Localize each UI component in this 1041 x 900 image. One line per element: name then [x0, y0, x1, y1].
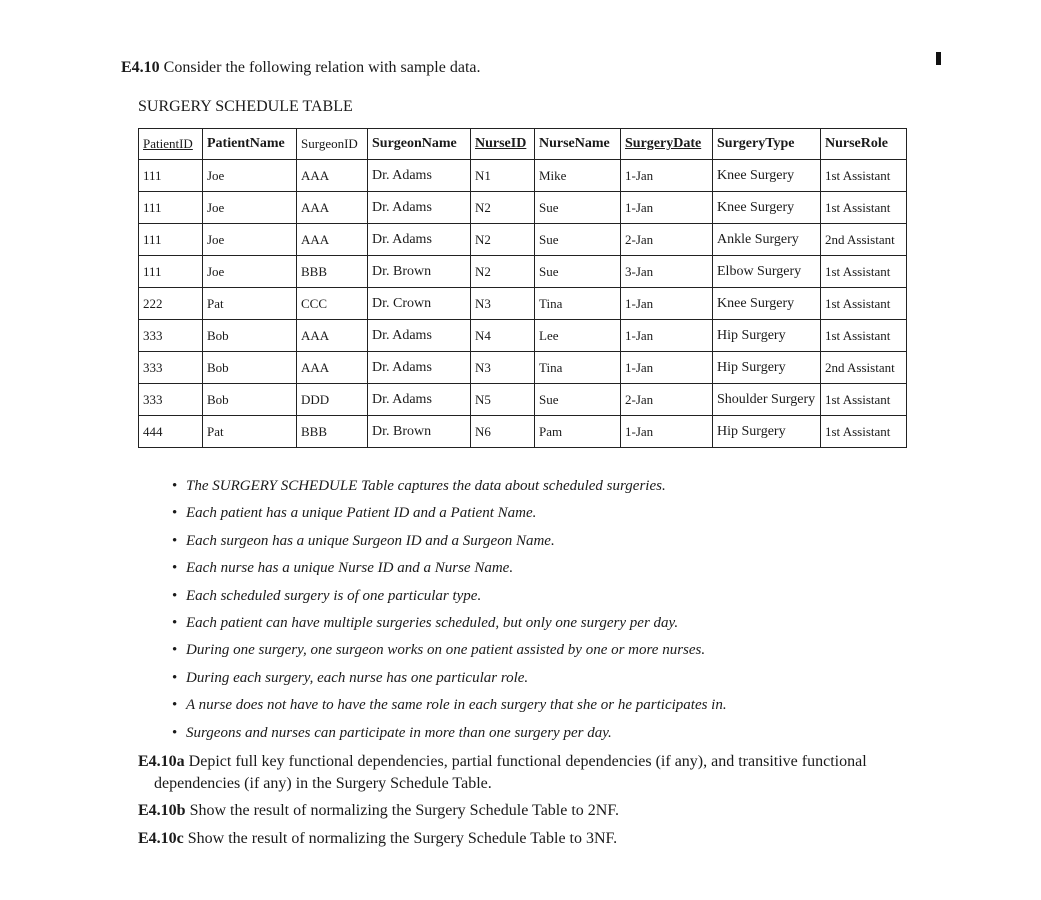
cell-patient-id: 111 [139, 256, 203, 288]
exercise-text: Consider the following relation with sample data. [163, 59, 481, 76]
cell-patient-name: Pat [203, 288, 297, 320]
cell-surgery-date: 1-Jan [621, 352, 713, 384]
header-nurse-role: NurseRole [821, 129, 907, 160]
surgery-schedule-table [138, 128, 907, 448]
cell-surgeon-name: Dr. Adams [368, 320, 471, 352]
cell-patient-id: 111 [139, 224, 203, 256]
table-header-row [139, 129, 907, 160]
list-item: • Surgeons and nurses can participate in more than one surgery per day. [172, 721, 727, 748]
cell-patient-name: Joe [203, 192, 297, 224]
cell-patient-name: Bob [203, 384, 297, 416]
cell-surgeon-name: Dr. Adams [368, 160, 471, 192]
cell-nurse-role: 1st Assistant [821, 256, 907, 288]
table-row [139, 160, 907, 192]
bullet-icon: • [172, 614, 178, 631]
cell-surgeon-id: AAA [297, 192, 368, 224]
header-nurse-name: NurseName [535, 129, 621, 160]
cell-surgeon-name: Dr. Brown [368, 416, 471, 448]
header-patient-name: PatientName [203, 129, 297, 160]
question-4-10b [138, 800, 619, 822]
requirements-list [172, 474, 727, 748]
cell-surgery-type: Hip Surgery [713, 352, 821, 384]
cell-nurse-id: N5 [471, 384, 535, 416]
header-patient-id: PatientID [139, 129, 203, 160]
list-item: • Each patient can have multiple surgeries scheduled, but only one surgery per day. [172, 611, 727, 638]
exercise-heading [121, 58, 481, 78]
cell-surgeon-name: Dr. Adams [368, 192, 471, 224]
cell-surgery-type: Ankle Surgery [713, 224, 821, 256]
bullet-icon: • [172, 505, 178, 522]
cell-nurse-id: N2 [471, 192, 535, 224]
cell-nurse-name: Sue [535, 256, 621, 288]
cell-surgery-date: 1-Jan [621, 160, 713, 192]
header-surgery-type: SurgeryType [713, 129, 821, 160]
cell-surgery-type: Shoulder Surgery [713, 384, 821, 416]
header-surgeon-name: SurgeonName [368, 129, 471, 160]
cell-nurse-role: 1st Assistant [821, 384, 907, 416]
cell-surgeon-name: Dr. Crown [368, 288, 471, 320]
bullet-icon: • [172, 642, 178, 659]
cell-surgery-type: Knee Surgery [713, 160, 821, 192]
cell-nurse-id: N2 [471, 256, 535, 288]
cell-patient-id: 333 [139, 384, 203, 416]
cell-patient-name: Joe [203, 224, 297, 256]
question-4-10a [138, 751, 908, 795]
cell-nurse-id: N3 [471, 288, 535, 320]
exercise-number: E4.10 [121, 59, 160, 76]
cell-surgeon-id: AAA [297, 320, 368, 352]
question-label: E4.10a [138, 753, 185, 770]
cell-nurse-role: 1st Assistant [821, 192, 907, 224]
cell-nurse-id: N2 [471, 224, 535, 256]
bullet-icon: • [172, 724, 178, 741]
cell-surgeon-id: CCC [297, 288, 368, 320]
cell-patient-id: 222 [139, 288, 203, 320]
cell-patient-id: 111 [139, 192, 203, 224]
bullet-icon: • [172, 532, 178, 549]
bullet-icon: • [172, 560, 178, 577]
list-item: • Each nurse has a unique Nurse ID and a Nurse Name. [172, 556, 727, 583]
cell-nurse-name: Sue [535, 384, 621, 416]
cell-nurse-id: N1 [471, 160, 535, 192]
question-text: Depict full key functional dependencies, partial functional dependencies (if any), and transitive functional [188, 753, 867, 770]
table-title: SURGERY SCHEDULE TABLE [138, 98, 353, 115]
cell-nurse-name: Mike [535, 160, 621, 192]
cell-surgery-date: 2-Jan [621, 224, 713, 256]
cell-nurse-role: 1st Assistant [821, 416, 907, 448]
list-item: • Each scheduled surgery is of one particular type. [172, 584, 727, 611]
bullet-icon: • [172, 478, 178, 494]
cell-nurse-name: Tina [535, 288, 621, 320]
cell-surgery-date: 1-Jan [621, 320, 713, 352]
table-row [139, 224, 907, 256]
cell-patient-name: Bob [203, 320, 297, 352]
cell-nurse-role: 1st Assistant [821, 288, 907, 320]
table-row [139, 320, 907, 352]
cell-surgeon-id: AAA [297, 224, 368, 256]
cell-surgery-date: 2-Jan [621, 384, 713, 416]
list-item: • A nurse does not have to have the same role in each surgery that she or he participates in. [172, 693, 727, 720]
cell-nurse-role: 1st Assistant [821, 160, 907, 192]
text-cursor-marker [936, 52, 941, 65]
question-label: E4.10b [138, 802, 186, 819]
cell-nurse-role: 2nd Assistant [821, 352, 907, 384]
cell-nurse-id: N4 [471, 320, 535, 352]
cell-nurse-name: Sue [535, 192, 621, 224]
cell-patient-name: Pat [203, 416, 297, 448]
cell-surgeon-name: Dr. Adams [368, 224, 471, 256]
table-row [139, 352, 907, 384]
cell-surgeon-id: AAA [297, 352, 368, 384]
cell-surgery-date: 3-Jan [621, 256, 713, 288]
cell-surgery-type: Elbow Surgery [713, 256, 821, 288]
list-item: • Each patient has a unique Patient ID and a Patient Name. [172, 501, 727, 528]
question-label: E4.10c [138, 830, 184, 847]
question-text-continuation: dependencies (if any) in the Surgery Schedule Table. [154, 775, 492, 792]
header-nurse-id: NurseID [471, 129, 535, 160]
bullet-icon: • [172, 697, 178, 714]
list-item: • During one surgery, one surgeon works on one patient assisted by one or more nurses. [172, 638, 727, 665]
header-surgeon-id: SurgeonID [297, 129, 368, 160]
cell-surgeon-name: Dr. Brown [368, 256, 471, 288]
cell-surgeon-id: BBB [297, 416, 368, 448]
cell-surgeon-name: Dr. Adams [368, 384, 471, 416]
list-item: • Each surgeon has a unique Surgeon ID and a Surgeon Name. [172, 529, 727, 556]
cell-nurse-name: Pam [535, 416, 621, 448]
cell-nurse-name: Sue [535, 224, 621, 256]
cell-nurse-id: N3 [471, 352, 535, 384]
cell-nurse-id: N6 [471, 416, 535, 448]
cell-patient-id: 111 [139, 160, 203, 192]
cell-patient-name: Joe [203, 160, 297, 192]
cell-surgeon-id: DDD [297, 384, 368, 416]
question-4-10c [138, 828, 617, 850]
cell-surgery-date: 1-Jan [621, 192, 713, 224]
cell-surgery-type: Knee Surgery [713, 192, 821, 224]
cell-nurse-role: 1st Assistant [821, 320, 907, 352]
cell-patient-id: 333 [139, 352, 203, 384]
list-item: • The SURGERY SCHEDULE Table captures the data about scheduled surgeries. [172, 474, 727, 501]
cell-surgery-type: Hip Surgery [713, 320, 821, 352]
cell-nurse-role: 2nd Assistant [821, 224, 907, 256]
question-text: Show the result of normalizing the Surgery Schedule Table to 2NF. [189, 802, 619, 819]
table-row [139, 256, 907, 288]
table-row [139, 192, 907, 224]
cell-nurse-name: Lee [535, 320, 621, 352]
header-surgery-date: SurgeryDate [621, 129, 713, 160]
cell-patient-name: Bob [203, 352, 297, 384]
cell-surgery-date: 1-Jan [621, 288, 713, 320]
cell-surgeon-id: BBB [297, 256, 368, 288]
table-row [139, 288, 907, 320]
cell-patient-name: Joe [203, 256, 297, 288]
cell-surgeon-id: AAA [297, 160, 368, 192]
table-row [139, 416, 907, 448]
cell-surgeon-name: Dr. Adams [368, 352, 471, 384]
cell-patient-id: 333 [139, 320, 203, 352]
bullet-icon: • [172, 669, 178, 686]
cell-surgery-type: Knee Surgery [713, 288, 821, 320]
question-text: Show the result of normalizing the Surgery Schedule Table to 3NF. [187, 830, 618, 847]
cell-surgery-date: 1-Jan [621, 416, 713, 448]
table-row [139, 384, 907, 416]
bullet-icon: • [172, 587, 178, 604]
cell-surgery-type: Hip Surgery [713, 416, 821, 448]
cell-patient-id: 444 [139, 416, 203, 448]
cell-nurse-name: Tina [535, 352, 621, 384]
list-item: • During each surgery, each nurse has one particular role. [172, 666, 727, 693]
